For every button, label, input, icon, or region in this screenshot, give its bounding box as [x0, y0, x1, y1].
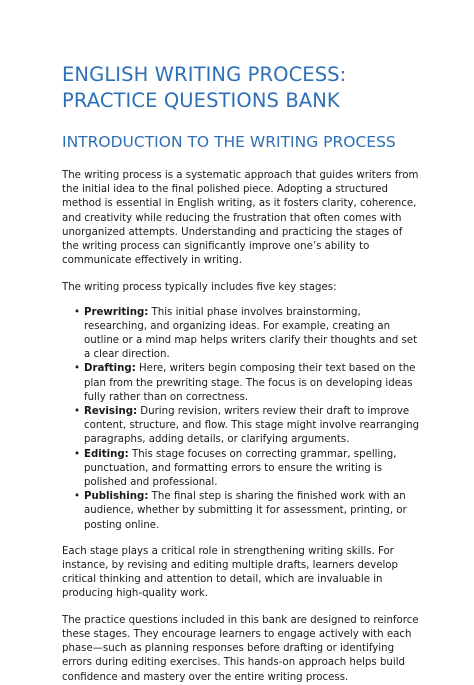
stage-description: During revision, writers review their draft to improve content, structure, and flow. This stage might involve rearranging paragraphs, adding details, or clarifying arguments.	[84, 406, 420, 446]
document-title-line-1: ENGLISH WRITING PROCESS:	[62, 63, 347, 86]
list-item-revising	[74, 405, 422, 448]
bullet-icon: •	[74, 306, 81, 318]
document-page	[62, 62, 422, 685]
stages-role-paragraph: Each stage plays a critical role in strengthening writing skills. For instance, by revising and editing multiple drafts, learners develop critical thinking and attention to detail, which are invaluable in producing high-quality work.	[62, 545, 399, 600]
section-heading: INTRODUCTION TO THE WRITING PROCESS	[62, 133, 396, 151]
stage-term: Drafting:	[84, 363, 136, 375]
stage-term: Revising:	[84, 406, 138, 418]
bullet-icon: •	[74, 448, 81, 460]
document-title	[62, 62, 422, 114]
list-item-prewriting	[74, 306, 422, 363]
bullet-icon: •	[74, 491, 81, 503]
list-item-editing	[74, 448, 422, 491]
practice-questions-paragraph: The practice questions included in this bank are designed to reinforce these stages. They encourage learners to engage actively with each phase—such as planning responses before drafting or identifying errors during editing exercises. This hands-on approach helps build confidence and mastery over the entire writing process.	[62, 614, 419, 683]
stage-term: Prewriting:	[84, 306, 149, 318]
bullet-icon: •	[74, 406, 81, 418]
stages-intro-paragraph: The writing process typically includes five key stages:	[62, 282, 337, 294]
stage-term: Editing:	[84, 448, 129, 460]
stage-description: This initial phase involves brainstorming, researching, and organizing ideas. For example, creating an outline or a mind map helps writers clarify their thoughts and set a clear direction.	[84, 306, 418, 361]
stage-description: This stage focuses on correcting grammar, spelling, punctuation, and formatting errors to ensure the writing is polished and professional.	[84, 448, 397, 489]
list-item-publishing	[74, 490, 422, 533]
stage-description: The final step is sharing the finished work with an audience, whether by submitting it for assessment, printing, or posting online.	[84, 491, 407, 531]
stage-description: Here, writers begin composing their text based on the plan from the prewriting stage. The focus is on developing ideas fully rather than on correctness.	[84, 363, 416, 403]
document-title-line-2: PRACTICE QUESTIONS BANK	[62, 89, 340, 112]
stage-term: Publishing:	[84, 491, 149, 503]
bullet-icon: •	[74, 363, 81, 375]
stages-list	[62, 306, 422, 533]
intro-paragraph: The writing process is a systematic approach that guides writers from the initial idea to the final polished piece. Adopting a structured method is essential in English writing, as it fosters clarity, coherence, and creativity while reducing the frustration that often comes with unorganized attempts. Understanding and practicing the stages of the writing process can significantly improve one’s ability to communicate effectively in writing.	[62, 170, 419, 267]
list-item-drafting	[74, 362, 422, 405]
